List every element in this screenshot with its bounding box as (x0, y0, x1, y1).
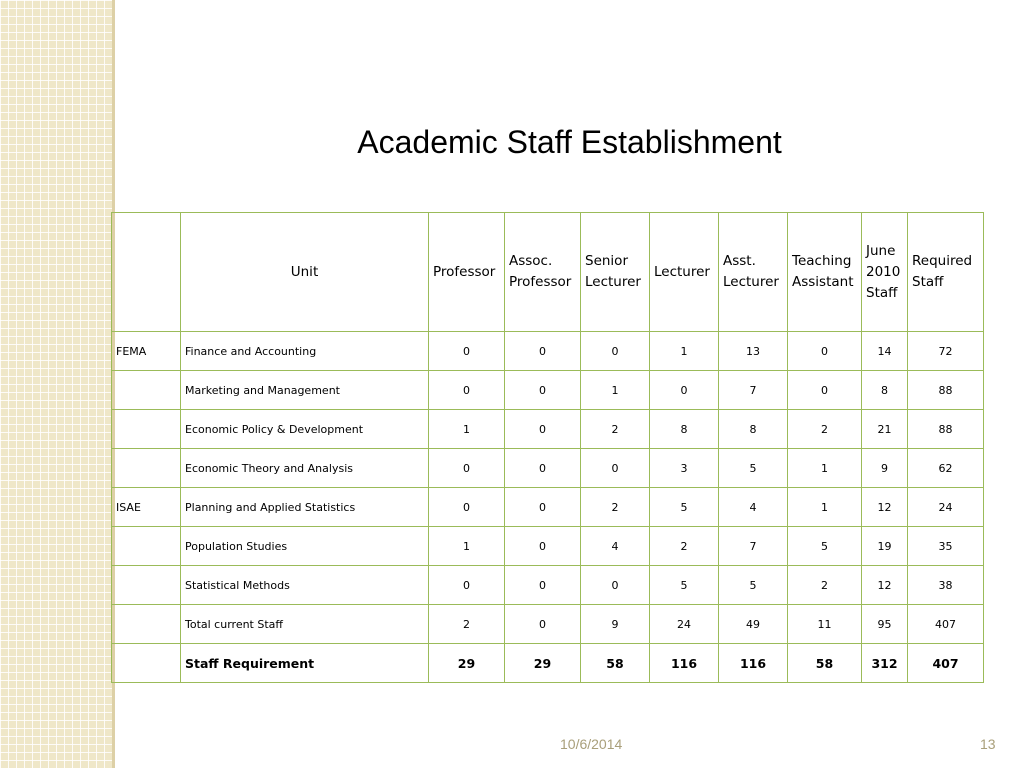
cell-asst-lecturer: 7 (719, 371, 788, 410)
cell-assoc-professor: 0 (505, 566, 581, 605)
cell-june-2010-staff: 95 (862, 605, 908, 644)
cell-lecturer: 2 (650, 527, 719, 566)
cell-asst-lecturer: 116 (719, 644, 788, 683)
cell-group (112, 605, 181, 644)
cell-senior-lecturer: 4 (581, 527, 650, 566)
cell-required-staff: 24 (908, 488, 984, 527)
decorative-side-band (0, 0, 112, 768)
cell-assoc-professor: 0 (505, 527, 581, 566)
cell-required-staff: 407 (908, 605, 984, 644)
cell-june-2010-staff: 12 (862, 566, 908, 605)
cell-unit: Staff Requirement (181, 644, 429, 683)
cell-june-2010-staff: 14 (862, 332, 908, 371)
cell-june-2010-staff: 19 (862, 527, 908, 566)
cell-professor: 0 (429, 449, 505, 488)
cell-june-2010-staff: 21 (862, 410, 908, 449)
cell-required-staff: 62 (908, 449, 984, 488)
cell-teaching-assistant: 11 (788, 605, 862, 644)
table-row (112, 488, 984, 527)
header-senior-lecturer: Senior Lecturer (581, 213, 650, 332)
cell-asst-lecturer: 5 (719, 449, 788, 488)
cell-teaching-assistant: 0 (788, 371, 862, 410)
cell-lecturer: 5 (650, 566, 719, 605)
cell-professor: 1 (429, 410, 505, 449)
cell-assoc-professor: 0 (505, 371, 581, 410)
cell-asst-lecturer: 49 (719, 605, 788, 644)
cell-professor: 0 (429, 371, 505, 410)
cell-unit: Total current Staff (181, 605, 429, 644)
cell-lecturer: 1 (650, 332, 719, 371)
table-row (112, 566, 984, 605)
cell-unit: Statistical Methods (181, 566, 429, 605)
cell-asst-lecturer: 4 (719, 488, 788, 527)
header-asst-lecturer: Asst. Lecturer (719, 213, 788, 332)
cell-unit: Marketing and Management (181, 371, 429, 410)
cell-asst-lecturer: 5 (719, 566, 788, 605)
cell-senior-lecturer: 1 (581, 371, 650, 410)
cell-group (112, 566, 181, 605)
cell-june-2010-staff: 9 (862, 449, 908, 488)
cell-required-staff: 88 (908, 371, 984, 410)
cell-teaching-assistant: 58 (788, 644, 862, 683)
cell-teaching-assistant: 1 (788, 449, 862, 488)
slide-title: Academic Staff Establishment (357, 124, 782, 160)
header-lecturer: Lecturer (650, 213, 719, 332)
cell-asst-lecturer: 8 (719, 410, 788, 449)
cell-teaching-assistant: 2 (788, 566, 862, 605)
cell-group (112, 371, 181, 410)
cell-professor: 29 (429, 644, 505, 683)
cell-teaching-assistant: 5 (788, 527, 862, 566)
table-row (112, 449, 984, 488)
table-row (112, 410, 984, 449)
cell-required-staff: 38 (908, 566, 984, 605)
cell-group: FEMA (112, 332, 181, 371)
cell-assoc-professor: 0 (505, 605, 581, 644)
cell-unit: Planning and Applied Statistics (181, 488, 429, 527)
cell-senior-lecturer: 2 (581, 488, 650, 527)
slide-page-number: 13 (980, 736, 996, 752)
cell-professor: 0 (429, 566, 505, 605)
cell-group (112, 449, 181, 488)
cell-teaching-assistant: 1 (788, 488, 862, 527)
cell-required-staff: 407 (908, 644, 984, 683)
cell-june-2010-staff: 312 (862, 644, 908, 683)
cell-senior-lecturer: 0 (581, 449, 650, 488)
cell-unit: Population Studies (181, 527, 429, 566)
cell-professor: 0 (429, 488, 505, 527)
header-professor: Professor (429, 213, 505, 332)
table-header-row (112, 213, 984, 332)
header-assoc-professor: Assoc. Professor (505, 213, 581, 332)
cell-group (112, 410, 181, 449)
cell-senior-lecturer: 9 (581, 605, 650, 644)
slide-date: 10/6/2014 (560, 736, 623, 752)
cell-assoc-professor: 0 (505, 449, 581, 488)
table-row (112, 644, 984, 683)
cell-group (112, 527, 181, 566)
cell-assoc-professor: 0 (505, 488, 581, 527)
cell-assoc-professor: 29 (505, 644, 581, 683)
cell-lecturer: 116 (650, 644, 719, 683)
cell-group (112, 644, 181, 683)
cell-lecturer: 24 (650, 605, 719, 644)
cell-june-2010-staff: 12 (862, 488, 908, 527)
cell-teaching-assistant: 2 (788, 410, 862, 449)
cell-professor: 2 (429, 605, 505, 644)
table-row (112, 371, 984, 410)
cell-unit: Economic Theory and Analysis (181, 449, 429, 488)
header-teaching-assistant: Teaching Assistant (788, 213, 862, 332)
cell-asst-lecturer: 7 (719, 527, 788, 566)
header-unit: Unit (181, 213, 429, 332)
header-june-2010-staff: June 2010 Staff (862, 213, 908, 332)
table-row (112, 527, 984, 566)
cell-lecturer: 5 (650, 488, 719, 527)
cell-required-staff: 88 (908, 410, 984, 449)
cell-group: ISAE (112, 488, 181, 527)
cell-june-2010-staff: 8 (862, 371, 908, 410)
cell-professor: 1 (429, 527, 505, 566)
cell-senior-lecturer: 2 (581, 410, 650, 449)
cell-senior-lecturer: 0 (581, 566, 650, 605)
cell-unit: Economic Policy & Development (181, 410, 429, 449)
cell-unit: Finance and Accounting (181, 332, 429, 371)
staff-table (111, 212, 984, 683)
table-row (112, 332, 984, 371)
cell-assoc-professor: 0 (505, 410, 581, 449)
cell-lecturer: 0 (650, 371, 719, 410)
header-required-staff: Required Staff (908, 213, 984, 332)
cell-required-staff: 72 (908, 332, 984, 371)
cell-senior-lecturer: 58 (581, 644, 650, 683)
header-group (112, 213, 181, 332)
cell-assoc-professor: 0 (505, 332, 581, 371)
cell-lecturer: 8 (650, 410, 719, 449)
cell-asst-lecturer: 13 (719, 332, 788, 371)
cell-lecturer: 3 (650, 449, 719, 488)
cell-teaching-assistant: 0 (788, 332, 862, 371)
cell-senior-lecturer: 0 (581, 332, 650, 371)
cell-required-staff: 35 (908, 527, 984, 566)
table-row (112, 605, 984, 644)
cell-professor: 0 (429, 332, 505, 371)
